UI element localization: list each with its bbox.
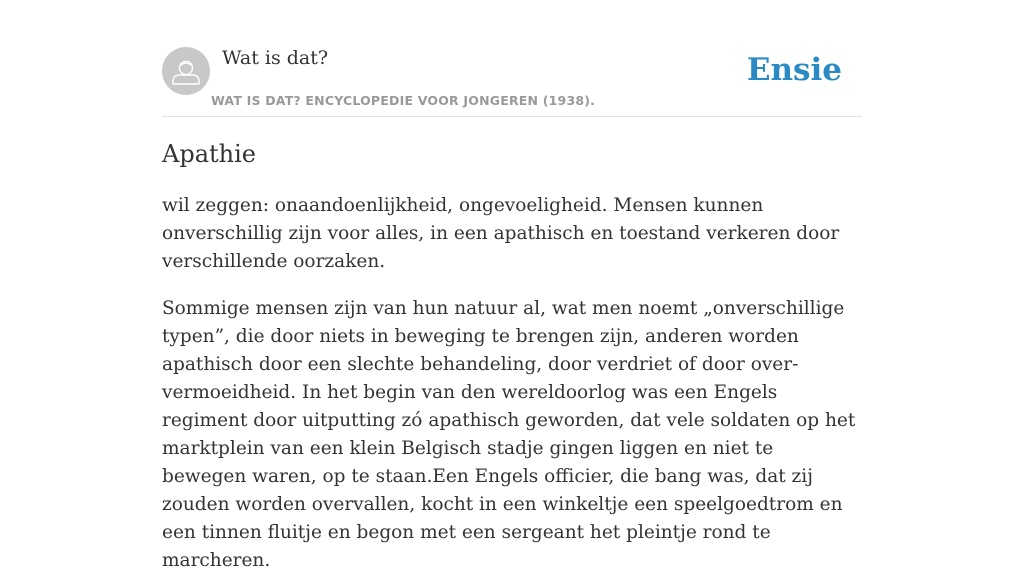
source-header — [162, 46, 862, 117]
article — [162, 138, 862, 575]
source-title[interactable]: Wat is dat? — [222, 47, 329, 69]
article-paragraph: wil zeggen: onaandoenlijkheid, ongevoeligheid. Mensen kunnen onverschillig zijn voor alles, in een apathisch en toestand verkeren door verschillende oorzaken. — [162, 195, 840, 272]
site-logo[interactable]: Ensie — [746, 52, 842, 88]
user-icon — [162, 47, 210, 95]
article-paragraph: Sommige mensen zijn van hun natuur al, wat men noemt „onverschillige typen”, die door niets in beweging te brengen zijn, anderen worden apathisch door een slechte behandeling, door verdriet of door over-vermoeidheid. In het begin van den wereldoorlog was een Engels regiment door uitputting zó apathisch geworden, dat vele soldaten op het marktplein van een klein Belgisch stadje gingen liggen en niet te bewegen waren, op te staan.Een Engels officier, die bang was, dat zij zouden worden overvallen, kocht in een winkeltje een speelgoedtrom en een tinnen fluitje en begon met een sergeant het pleintje rond te marcheren. — [162, 298, 856, 571]
source-subtitle[interactable]: WAT IS DAT? ENCYCLOPEDIE VOOR JONGEREN (1938). — [211, 93, 596, 108]
article-title: Apathie — [162, 140, 256, 168]
avatar[interactable] — [162, 47, 210, 95]
